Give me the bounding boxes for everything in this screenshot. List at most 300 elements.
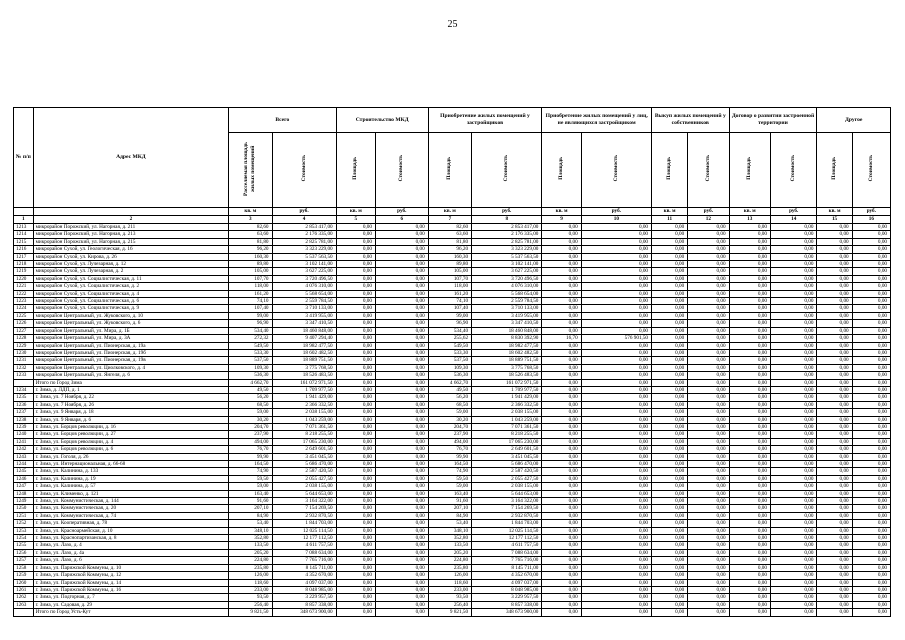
cell-buyout-cost: 0,00 [688, 564, 729, 571]
cell-other-area: 0,00 [817, 253, 852, 260]
cell-purchase-dev-cost: 5 686 470,00 [472, 461, 542, 468]
cell-development-area: 0,00 [729, 475, 770, 482]
cell-construction-area: 0,00 [336, 349, 375, 356]
cell-row-number: 1233 [14, 372, 34, 379]
cell-row-number: 1232 [14, 364, 34, 371]
cell-construction-area: 0,00 [336, 231, 375, 238]
cell-purchase-dev-area: 53,40 [428, 520, 471, 527]
cell-total-cost: 4 352 670,00 [272, 572, 336, 579]
cell-buyout-area: 0,00 [652, 468, 688, 475]
cell-construction-area: 0,00 [336, 549, 375, 556]
cell-purchase-dev-cost: 18 526 483,50 [472, 372, 542, 379]
cell-address: г. Зима, ул. 9 Января, д. 18 [33, 409, 228, 416]
cell-construction-cost: 0,00 [375, 275, 428, 282]
cell-total-cost: 2 932 870,50 [272, 512, 336, 519]
cell-address: микрорайон Порожский, ул. Нагорная, д. 213 [33, 231, 228, 238]
cell-other-area: 0,00 [817, 423, 852, 430]
cell-development-area: 0,00 [729, 357, 770, 364]
cell-purchase-dev-area: 126,00 [428, 572, 471, 579]
header-unit-area: кв. м [428, 208, 471, 216]
cell-row-number: 1237 [14, 409, 34, 416]
cell-purchase-dev-cost: 5 568 654,00 [472, 290, 542, 297]
cell-total-area: 81,80 [229, 238, 272, 245]
cell-other-cost: 0,00 [852, 431, 890, 438]
cell-purchase-dev-cost: 2 055 427,50 [472, 475, 542, 482]
cell-purchase-other-area: 0,00 [542, 527, 581, 534]
cell-buyout-cost: 0,00 [688, 527, 729, 534]
cell-purchase-other-area: 0,00 [542, 357, 581, 364]
cell-purchase-dev-area: 533,30 [428, 349, 471, 356]
cell-address: г. Зима, ул. Парижской Коммуны, д. 14 [33, 579, 228, 586]
cell-buyout-cost: 0,00 [688, 312, 729, 319]
cell-construction-area: 0,00 [336, 557, 375, 564]
cell-other-area: 0,00 [817, 468, 852, 475]
table-row [14, 283, 891, 290]
cell-construction-area: 0,00 [336, 609, 375, 616]
cell-total-area: 118,60 [229, 579, 272, 586]
cell-other-cost: 0,00 [852, 386, 890, 393]
cell-development-area: 0,00 [729, 231, 770, 238]
header-column-number: 12 [688, 216, 729, 224]
cell-construction-area: 0,00 [336, 438, 375, 445]
table-row [14, 386, 891, 393]
cell-total-area: 272,32 [229, 335, 272, 342]
cell-purchase-other-cost: 0,00 [581, 372, 651, 379]
cell-buyout-cost: 0,00 [688, 535, 729, 542]
cell-development-area: 0,00 [729, 268, 770, 275]
cell-buyout-area: 0,00 [652, 401, 688, 408]
cell-row-number: 1257 [14, 557, 34, 564]
cell-other-cost: 0,00 [852, 594, 890, 601]
table-row [14, 416, 891, 423]
cell-development-cost: 0,00 [770, 372, 817, 379]
cell-purchase-dev-cost: 3 710 133,00 [472, 305, 542, 312]
cell-purchase-dev-cost: 2 825 781,00 [472, 238, 542, 245]
cell-purchase-dev-cost: 18 982 477,50 [472, 342, 542, 349]
cell-total-cost: 2 649 601,50 [272, 446, 336, 453]
cell-other-cost: 0,00 [852, 261, 890, 268]
cell-development-cost: 0,00 [770, 357, 817, 364]
cell-other-area: 0,00 [817, 231, 852, 238]
cell-purchase-other-area: 0,00 [542, 535, 581, 542]
cell-other-cost: 0,00 [852, 253, 890, 260]
header-column-number: 5 [336, 216, 375, 224]
cell-construction-area: 0,00 [336, 579, 375, 586]
cell-buyout-area: 0,00 [652, 416, 688, 423]
cell-total-cost: 161 072 971,50 [272, 379, 336, 386]
cell-buyout-cost: 0,00 [688, 512, 729, 519]
cell-buyout-cost: 0,00 [688, 505, 729, 512]
cell-total-area: 89,80 [229, 261, 272, 268]
cell-address: г. Зима, ул. Калинина, д. 19 [33, 475, 228, 482]
cell-other-cost: 0,00 [852, 461, 890, 468]
cell-purchase-dev-cost: 8 857 338,00 [472, 601, 542, 608]
cell-purchase-dev-cost: 8 145 711,00 [472, 564, 542, 571]
header-column-number: 16 [852, 216, 890, 224]
cell-total-cost: 8 857 338,00 [272, 601, 336, 608]
cell-total-cost: 3 627 225,00 [272, 268, 336, 275]
header-unit-area: кв. м [729, 208, 770, 216]
cell-buyout-area: 0,00 [652, 586, 688, 593]
table-row [14, 438, 891, 445]
cell-buyout-area: 0,00 [652, 483, 688, 490]
cell-total-area: 53,40 [229, 520, 272, 527]
cell-development-cost: 0,00 [770, 520, 817, 527]
cell-buyout-area: 0,00 [652, 564, 688, 571]
cell-other-cost: 0,00 [852, 498, 890, 505]
cell-buyout-area: 0,00 [652, 283, 688, 290]
cell-purchase-dev-cost: 2 853 417,00 [472, 224, 542, 231]
cell-development-area: 0,00 [729, 372, 770, 379]
cell-development-cost: 0,00 [770, 298, 817, 305]
cell-other-cost: 0,00 [852, 601, 890, 608]
cell-row-number: 1252 [14, 520, 34, 527]
cell-purchase-other-cost: 0,00 [581, 446, 651, 453]
cell-construction-cost: 0,00 [375, 320, 428, 327]
cell-purchase-dev-area: 107,40 [428, 305, 471, 312]
cell-development-area: 0,00 [729, 416, 770, 423]
cell-address: г. Зима, ул. Лазо, д. 6 [33, 557, 228, 564]
cell-buyout-area: 0,00 [652, 275, 688, 282]
cell-construction-area: 0,00 [336, 564, 375, 571]
cell-construction-cost: 0,00 [375, 298, 428, 305]
cell-construction-area: 0,00 [336, 535, 375, 542]
cell-total-area: 99,00 [229, 312, 272, 319]
cell-address: микрорайон Порожский, ул. Нагорная, д. 215 [33, 238, 228, 245]
cell-total-area: 82,60 [229, 224, 272, 231]
cell-total-cost: 3 451 045,50 [272, 453, 336, 460]
table-row [14, 572, 891, 579]
cell-purchase-dev-cost: 7 088 634,00 [472, 549, 542, 556]
cell-purchase-dev-area: 49,50 [428, 386, 471, 393]
cell-purchase-other-cost: 0,00 [581, 490, 651, 497]
cell-purchase-other-area: 0,00 [542, 409, 581, 416]
cell-purchase-dev-cost: 2 038 155,00 [472, 483, 542, 490]
cell-purchase-dev-area: 96,90 [428, 320, 471, 327]
cell-development-area: 0,00 [729, 379, 770, 386]
header-unit-cost: руб. [688, 208, 729, 216]
cell-total-cost: 2 038 155,00 [272, 409, 336, 416]
cell-total-cost: 2 587 420,50 [272, 468, 336, 475]
cell-purchase-dev-area: 163,40 [428, 490, 471, 497]
cell-construction-cost: 0,00 [375, 475, 428, 482]
cell-construction-area: 0,00 [336, 409, 375, 416]
cell-purchase-other-area: 0,00 [542, 475, 581, 482]
cell-buyout-cost: 0,00 [688, 364, 729, 371]
cell-total-area: 161,20 [229, 290, 272, 297]
cell-other-area: 0,00 [817, 446, 852, 453]
cell-construction-cost: 0,00 [375, 268, 428, 275]
cell-purchase-other-area: 0,00 [542, 386, 581, 393]
cell-development-area: 0,00 [729, 461, 770, 468]
cell-purchase-dev-cost: 3 229 957,50 [472, 594, 542, 601]
cell-development-area: 0,00 [729, 409, 770, 416]
cell-purchase-other-cost: 0,00 [581, 461, 651, 468]
cell-construction-cost: 0,00 [375, 238, 428, 245]
cell-buyout-area: 0,00 [652, 261, 688, 268]
cell-purchase-other-area: 0,00 [542, 572, 581, 579]
cell-purchase-other-area: 0,00 [542, 283, 581, 290]
cell-construction-area: 0,00 [336, 483, 375, 490]
cell-purchase-dev-cost: 7 154 269,50 [472, 505, 542, 512]
cell-other-cost: 0,00 [852, 468, 890, 475]
cell-address: г. Зима, ул. Калинина, д. 133 [33, 468, 228, 475]
cell-purchase-other-cost: 0,00 [581, 261, 651, 268]
cell-construction-area: 0,00 [336, 238, 375, 245]
cell-construction-area: 0,00 [336, 416, 375, 423]
cell-buyout-cost: 0,00 [688, 357, 729, 364]
cell-address: г. Зима, ул. Парижской Коммуны, д. 12 [33, 572, 228, 579]
cell-address: г. Зима, ул. Парижской Коммуны, д. 16 [33, 586, 228, 593]
cell-address: г. Зима, ул. Коммунистическая, д. 20 [33, 505, 228, 512]
resettlement-table [13, 107, 891, 617]
header-column-number: 4 [272, 216, 336, 224]
cell-purchase-other-cost: 576 901,50 [581, 335, 651, 342]
cell-other-cost: 0,00 [852, 283, 890, 290]
cell-other-cost: 0,00 [852, 549, 890, 556]
cell-purchase-dev-area: 256,40 [428, 601, 471, 608]
cell-construction-cost: 0,00 [375, 394, 428, 401]
cell-row-number: 1241 [14, 438, 34, 445]
cell-purchase-dev-area: 160,30 [428, 253, 471, 260]
table-row [14, 483, 891, 490]
cell-row-number: 1218 [14, 261, 34, 268]
cell-purchase-dev-area: 348,10 [428, 527, 471, 534]
cell-development-cost: 0,00 [770, 431, 817, 438]
cell-buyout-cost: 0,00 [688, 542, 729, 549]
cell-purchase-other-area: 0,00 [542, 320, 581, 327]
cell-total-cost: 2 559 784,50 [272, 298, 336, 305]
cell-construction-area: 0,00 [336, 246, 375, 253]
cell-row-number: 1239 [14, 423, 34, 430]
cell-other-area: 0,00 [817, 453, 852, 460]
cell-row-number: 1238 [14, 416, 34, 423]
cell-other-area: 0,00 [817, 312, 852, 319]
cell-construction-cost: 0,00 [375, 512, 428, 519]
cell-construction-cost: 0,00 [375, 283, 428, 290]
header-sub-area: Площадь [446, 157, 453, 180]
cell-purchase-dev-area: 93,50 [428, 594, 471, 601]
header-sub-area: Площадь [558, 157, 565, 180]
cell-development-cost: 0,00 [770, 557, 817, 564]
cell-development-cost: 0,00 [770, 601, 817, 608]
cell-development-area: 0,00 [729, 342, 770, 349]
cell-development-area: 0,00 [729, 498, 770, 505]
header-unit-area: кв. м [336, 208, 375, 216]
cell-other-area: 0,00 [817, 246, 852, 253]
table-row [14, 231, 891, 238]
cell-address: г. Зима, ул. Калинина, д. 57 [33, 483, 228, 490]
cell-row-number: 1213 [14, 224, 34, 231]
cell-purchase-other-area: 0,00 [542, 594, 581, 601]
cell-total-cost: 5 537 563,50 [272, 253, 336, 260]
cell-development-area: 0,00 [729, 312, 770, 319]
cell-row-number: 1258 [14, 564, 34, 571]
cell-construction-cost: 0,00 [375, 505, 428, 512]
cell-construction-area: 0,00 [336, 275, 375, 282]
cell-purchase-dev-area: 235,80 [428, 564, 471, 571]
cell-other-cost: 0,00 [852, 379, 890, 386]
cell-address: г. Зима, ул. Красноармейская, д. 10 [33, 527, 228, 534]
cell-construction-cost: 0,00 [375, 364, 428, 371]
header-column-number: 2 [33, 216, 228, 224]
cell-other-cost: 0,00 [852, 438, 890, 445]
header-sub-cell [729, 133, 770, 208]
cell-development-cost: 0,00 [770, 609, 817, 616]
cell-buyout-cost: 0,00 [688, 335, 729, 342]
cell-purchase-dev-cost: 3 451 045,50 [472, 453, 542, 460]
cell-construction-area: 0,00 [336, 298, 375, 305]
table-row [14, 379, 891, 386]
cell-development-area: 0,00 [729, 512, 770, 519]
cell-construction-cost: 0,00 [375, 290, 428, 297]
cell-purchase-dev-cost: 2 176 335,00 [472, 231, 542, 238]
table-row [14, 349, 891, 356]
cell-purchase-other-cost: 0,00 [581, 542, 651, 549]
cell-construction-cost: 0,00 [375, 253, 428, 260]
cell-purchase-dev-area: 537,50 [428, 357, 471, 364]
table-row [14, 394, 891, 401]
cell-buyout-area: 0,00 [652, 423, 688, 430]
cell-purchase-other-cost: 0,00 [581, 268, 651, 275]
cell-development-cost: 0,00 [770, 305, 817, 312]
cell-other-cost: 0,00 [852, 268, 890, 275]
table-row [14, 298, 891, 305]
header-sub-cell [852, 133, 890, 208]
cell-other-area: 0,00 [817, 386, 852, 393]
cell-buyout-cost: 0,00 [688, 490, 729, 497]
cell-purchase-other-cost: 0,00 [581, 512, 651, 519]
table-row [14, 505, 891, 512]
cell-row-number: 1219 [14, 268, 34, 275]
cell-buyout-area: 0,00 [652, 394, 688, 401]
cell-row-number: 1234 [14, 386, 34, 393]
cell-row-number: 1262 [14, 594, 34, 601]
cell-construction-cost: 0,00 [375, 498, 428, 505]
cell-development-cost: 0,00 [770, 453, 817, 460]
cell-other-cost: 0,00 [852, 372, 890, 379]
cell-row-number: 1240 [14, 431, 34, 438]
header-group-development-contract: Договор о развитии застроенной территории [729, 108, 817, 133]
cell-address: г. Зима, ул. Борцов революции, д. 6 [33, 446, 228, 453]
cell-other-cost: 0,00 [852, 298, 890, 305]
cell-purchase-dev-area: 99,00 [428, 312, 471, 319]
cell-other-area: 0,00 [817, 372, 852, 379]
cell-buyout-area: 0,00 [652, 475, 688, 482]
cell-development-cost: 0,00 [770, 327, 817, 334]
cell-row-number: 1242 [14, 446, 34, 453]
table-row [14, 609, 891, 616]
cell-development-cost: 0,00 [770, 409, 817, 416]
cell-purchase-dev-area: 105,00 [428, 268, 471, 275]
cell-total-area: 256,40 [229, 601, 272, 608]
table-row [14, 535, 891, 542]
cell-development-area: 0,00 [729, 394, 770, 401]
cell-other-cost: 0,00 [852, 231, 890, 238]
cell-development-cost: 0,00 [770, 564, 817, 571]
cell-development-cost: 0,00 [770, 535, 817, 542]
cell-address: г. Зима, ул. Интернациональная, д. 66-68 [33, 461, 228, 468]
cell-other-area: 0,00 [817, 461, 852, 468]
cell-buyout-cost: 0,00 [688, 438, 729, 445]
header-unit-cost: руб. [770, 208, 817, 216]
cell-total-area: 59,00 [229, 409, 272, 416]
cell-purchase-other-cost: 0,00 [581, 527, 651, 534]
cell-development-area: 0,00 [729, 224, 770, 231]
cell-total-cost: 17 065 230,00 [272, 438, 336, 445]
cell-purchase-other-area: 0,00 [542, 305, 581, 312]
cell-other-area: 0,00 [817, 498, 852, 505]
cell-other-cost: 0,00 [852, 357, 890, 364]
cell-row-number: 1221 [14, 283, 34, 290]
cell-purchase-other-cost: 0,00 [581, 357, 651, 364]
cell-total-cost: 348 673 900,00 [272, 609, 336, 616]
header-column-number: 10 [581, 216, 651, 224]
cell-other-area: 0,00 [817, 275, 852, 282]
cell-total-cost: 3 102 141,00 [272, 261, 336, 268]
cell-purchase-other-cost: 0,00 [581, 483, 651, 490]
cell-other-area: 0,00 [817, 601, 852, 608]
cell-purchase-other-area: 0,00 [542, 483, 581, 490]
cell-purchase-other-cost: 0,00 [581, 557, 651, 564]
cell-address: микрорайон Центральный, ул. Янгеля, д. 6 [33, 372, 228, 379]
cell-other-area: 0,00 [817, 349, 852, 356]
cell-purchase-other-area: 0,00 [542, 579, 581, 586]
cell-development-area: 0,00 [729, 483, 770, 490]
cell-row-number: 1235 [14, 394, 34, 401]
cell-other-area: 0,00 [817, 475, 852, 482]
cell-purchase-dev-cost: 2 366 332,50 [472, 401, 542, 408]
cell-row-number [14, 379, 34, 386]
cell-construction-area: 0,00 [336, 490, 375, 497]
cell-development-area: 0,00 [729, 386, 770, 393]
cell-buyout-area: 0,00 [652, 386, 688, 393]
cell-buyout-area: 0,00 [652, 579, 688, 586]
cell-row-number: 1254 [14, 535, 34, 542]
header-units-row [14, 208, 891, 216]
cell-other-area: 0,00 [817, 283, 852, 290]
cell-buyout-cost: 0,00 [688, 342, 729, 349]
cell-buyout-cost: 0,00 [688, 475, 729, 482]
cell-other-area: 0,00 [817, 535, 852, 542]
cell-purchase-other-cost: 0,00 [581, 409, 651, 416]
cell-construction-cost: 0,00 [375, 357, 428, 364]
cell-purchase-dev-area: 109,30 [428, 364, 471, 371]
cell-development-area: 0,00 [729, 549, 770, 556]
cell-construction-area: 0,00 [336, 364, 375, 371]
cell-development-area: 0,00 [729, 431, 770, 438]
cell-purchase-dev-area: 63,60 [428, 231, 471, 238]
cell-construction-cost: 0,00 [375, 609, 428, 616]
cell-address: г. Зима, ул. Кооперативная, д. 78 [33, 520, 228, 527]
cell-total-cost: 1 043 259,00 [272, 416, 336, 423]
cell-buyout-area: 0,00 [652, 557, 688, 564]
cell-purchase-other-cost: 0,00 [581, 453, 651, 460]
cell-purchase-other-area: 0,00 [542, 349, 581, 356]
table-row [14, 520, 891, 527]
cell-total-area: 549,50 [229, 342, 272, 349]
cell-buyout-cost: 0,00 [688, 261, 729, 268]
table-row [14, 490, 891, 497]
cell-purchase-dev-area: 118,60 [428, 579, 471, 586]
cell-purchase-dev-cost: 4 097 037,00 [472, 579, 542, 586]
cell-development-cost: 0,00 [770, 320, 817, 327]
cell-development-area: 0,00 [729, 238, 770, 245]
table-row [14, 342, 891, 349]
cell-development-area: 0,00 [729, 572, 770, 579]
cell-other-cost: 0,00 [852, 446, 890, 453]
cell-other-cost: 0,00 [852, 342, 890, 349]
